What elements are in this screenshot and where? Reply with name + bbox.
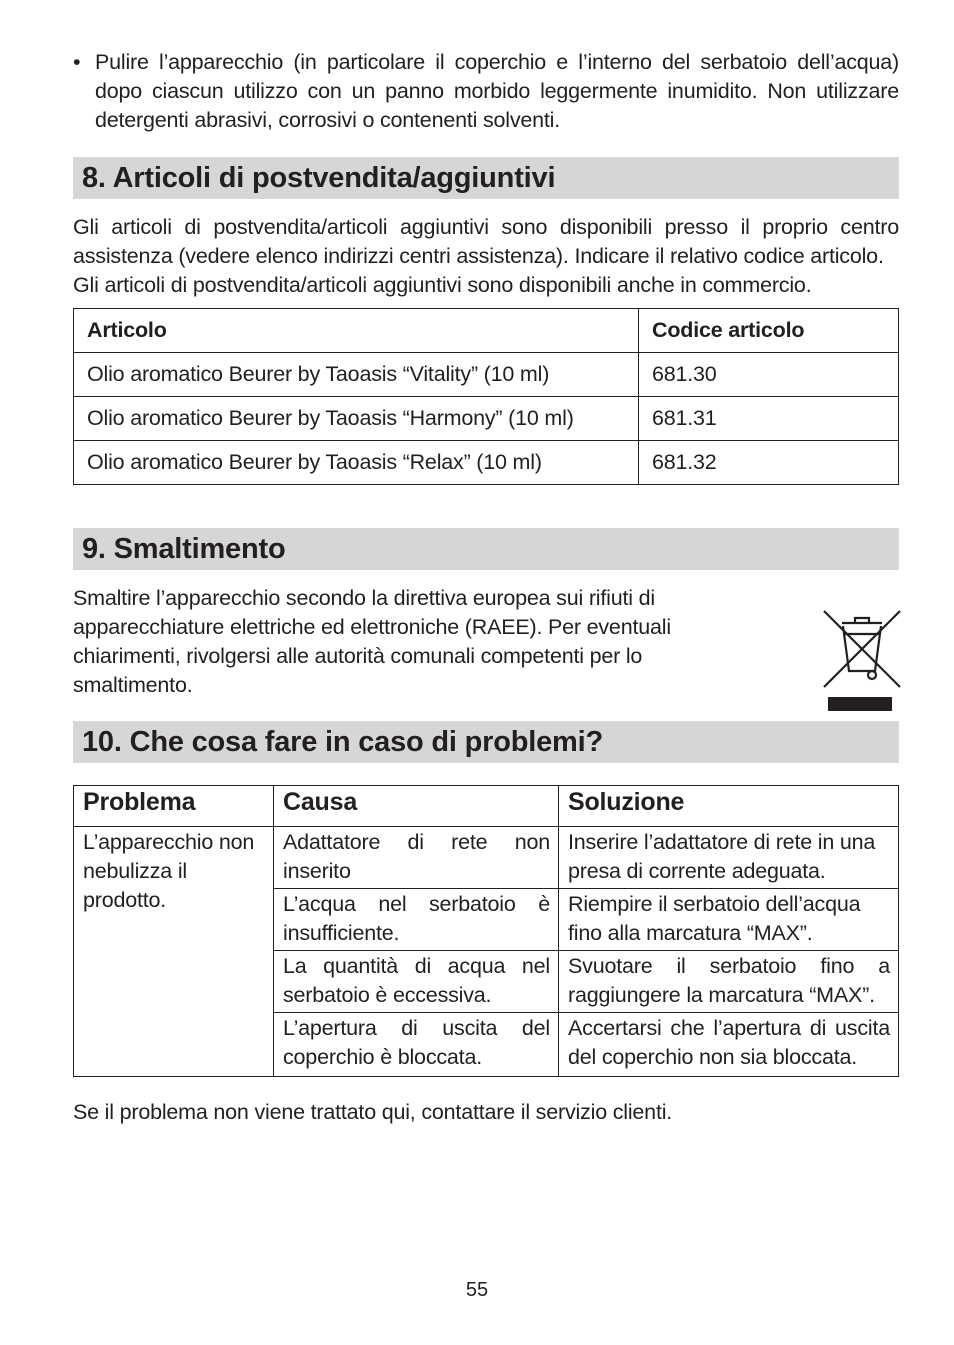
table-row: [74, 397, 899, 441]
solution-cell: Riempire il serbatoio dell’acqua fino alla marcatura “MAX”.: [559, 889, 899, 951]
solution-cell: Inserire l’adattatore di rete in una presa di corrente adeguata.: [559, 827, 899, 889]
accessories-table: [73, 308, 899, 485]
col-header-causa: Causa: [274, 786, 559, 827]
cause-cell: Adattatore di rete non inserito: [274, 827, 559, 889]
page-content: [73, 48, 899, 1127]
troubleshooting-table-header: [74, 786, 899, 827]
table-row: [74, 441, 899, 485]
section-8-paragraph-2: Gli articoli di postvendita/articoli aggiuntivi sono disponibili anche in commercio.: [73, 273, 812, 297]
intro-bullet-text: Pulire l’apparecchio (in particolare il coperchio e l’interno del serbatoio dell’acqua) dopo ciascun utilizzo con un panno morbido leggermente inumidito. Non utilizzare detergenti abrasivi, corrosivi o contenenti solventi.: [95, 50, 899, 132]
cause-cell: L’apertura di uscita del coperchio è bloccata.: [274, 1013, 559, 1077]
col-header-codice: Codice articolo: [639, 309, 899, 353]
article-name: Olio aromatico Beurer by Taoasis “Relax” (10 ml): [74, 441, 639, 485]
cause-cell: La quantità di acqua nel serbatoio è eccessiva.: [274, 951, 559, 1013]
solution-cell: Svuotare il serbatoio fino a raggiungere la marcatura “MAX”.: [559, 951, 899, 1013]
table-row: [74, 827, 899, 889]
section-8-paragraph-1: Gli articoli di postvendita/articoli aggiuntivi sono disponibili presso il proprio centro assistenza (vedere elenco indirizzi centri assistenza). Indicare il relativo codice articolo.: [73, 215, 899, 268]
col-header-problema: Problema: [74, 786, 274, 827]
article-code: 681.32: [639, 441, 899, 485]
col-header-articolo: Articolo: [74, 309, 639, 353]
article-name: Olio aromatico Beurer by Taoasis “Vitality” (10 ml): [74, 353, 639, 397]
page-number: 55: [465, 1279, 489, 1301]
article-name: Olio aromatico Beurer by Taoasis “Harmony” (10 ml): [74, 397, 639, 441]
crossed-out-wheelie-bin-icon: [822, 609, 902, 715]
accessories-table-header: [74, 309, 899, 353]
table-row: [74, 353, 899, 397]
section-10-heading: 10. Che cosa fare in caso di problemi?: [73, 721, 899, 763]
section-9-text: Smaltire l’apparecchio secondo la direttiva europea sui rifiuti di apparecchiature elettriche ed elettroniche (RAEE). Per eventuali chiarimenti, rivolgersi alle autorità comunali competenti per lo smaltimento.: [73, 586, 671, 697]
solution-cell: Accertarsi che l’apertura di uscita del coperchio non sia bloccata.: [559, 1013, 899, 1077]
bullet-symbol: •: [73, 50, 81, 74]
article-code: 681.31: [639, 397, 899, 441]
col-header-soluzione: Soluzione: [559, 786, 899, 827]
cause-cell: L’acqua nel serbatoio è insufficiente.: [274, 889, 559, 951]
problem-cell: L’apparecchio non nebulizza il prodotto.: [74, 827, 274, 1077]
article-code: 681.30: [639, 353, 899, 397]
troubleshooting-table: [73, 785, 899, 1077]
section-9-heading: 9. Smaltimento: [73, 528, 899, 570]
troubleshooting-footer-note: Se il problema non viene trattato qui, contattare il servizio clienti.: [73, 1100, 673, 1124]
intro-bullet: [73, 48, 899, 135]
section-8-heading: 8. Articoli di postvendita/aggiuntivi: [73, 157, 899, 199]
